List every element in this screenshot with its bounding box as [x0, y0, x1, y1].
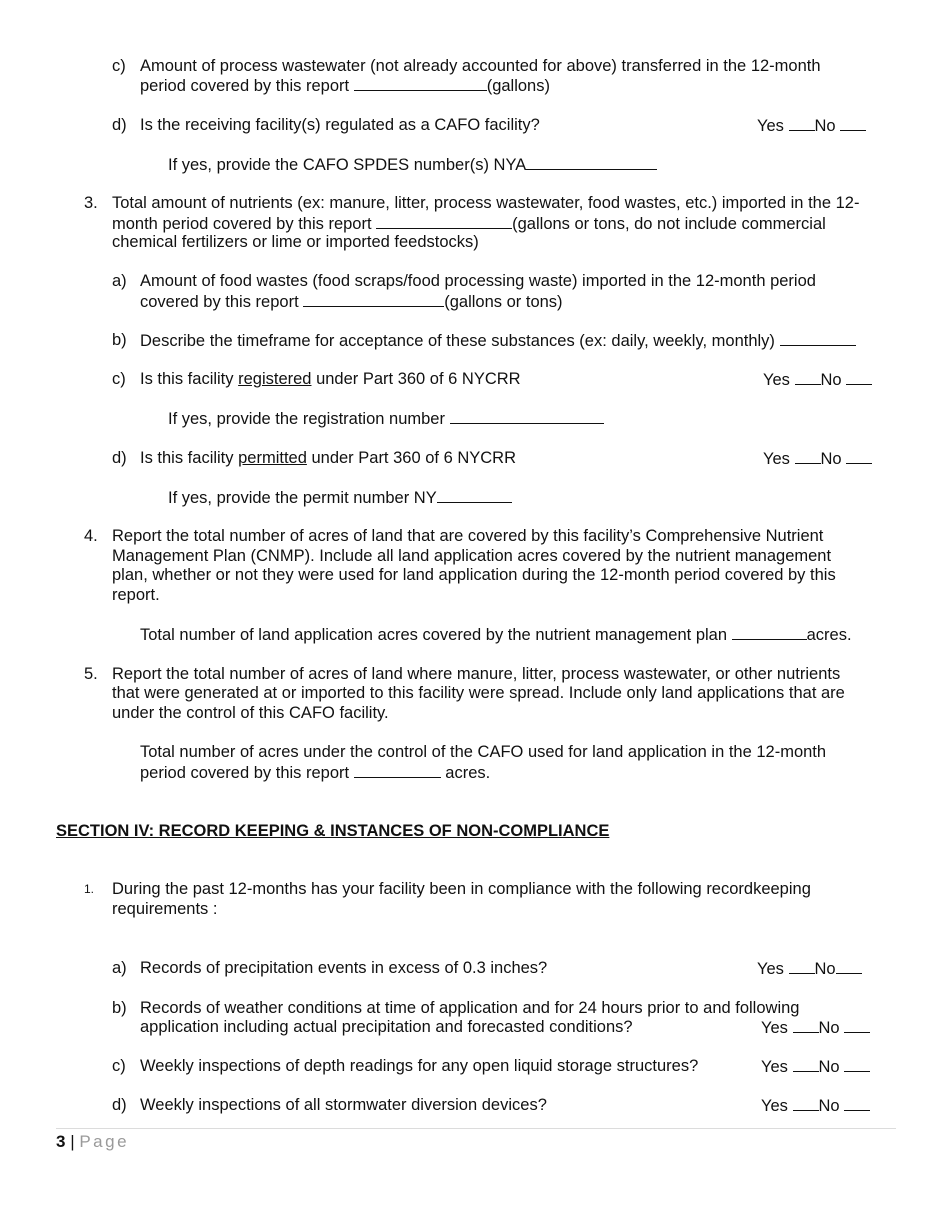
item4-line3: plan, whether or not they were used for land application during the 12-month period covered by this: [112, 566, 836, 584]
section4-b-label: b): [112, 999, 127, 1017]
section4-b-yes-field[interactable]: [793, 1018, 819, 1033]
item3-c-no-field[interactable]: [846, 370, 872, 385]
item3-c-yes-field[interactable]: [795, 370, 821, 385]
footer-divider: [56, 1128, 896, 1129]
item3-c-sub: If yes, provide the registration number: [168, 409, 604, 430]
cnmp-acres-field[interactable]: [732, 625, 807, 640]
registration-number-field[interactable]: [450, 409, 604, 424]
section4-d-yes-field[interactable]: [793, 1096, 819, 1111]
section4-a-yes-no: Yes No: [757, 959, 862, 980]
item3-d-question: Is this facility permitted under Part 360 of 6 NYCRR: [140, 449, 516, 467]
section4-b-yes-no: Yes No: [761, 1018, 870, 1039]
item2-c-line2: period covered by this report (gallons): [140, 77, 550, 95]
nutrients-imported-field[interactable]: [376, 214, 512, 229]
land-application-acres-field[interactable]: [354, 763, 441, 778]
section4-number: 1.: [84, 882, 95, 896]
item3-line3: chemical fertilizers or lime or imported feedstocks): [112, 233, 479, 251]
page-footer: 3 | Page: [56, 1132, 130, 1151]
section4-c-no-field[interactable]: [844, 1057, 870, 1072]
section4-b-line1: Records of weather conditions at time of application and for 24 hours prior to and following: [140, 999, 800, 1017]
page-label: Page: [79, 1132, 130, 1151]
permit-number-field[interactable]: [437, 488, 512, 503]
item3-d-label: d): [112, 449, 127, 467]
item3-a-line1: Amount of food wastes (food scraps/food processing waste) imported in the 12-month period: [140, 272, 816, 290]
section4-c-yes-no: Yes No: [761, 1057, 870, 1078]
item2-c-label: c): [112, 57, 126, 75]
item3-line2: month period covered by this report (gallons or tons, do not include commercial: [112, 215, 826, 233]
section4-d-no-field[interactable]: [844, 1096, 870, 1111]
section4-a-question: Records of precipitation events in excess of 0.3 inches?: [140, 959, 548, 977]
item3-c-question: Is this facility registered under Part 360 of 6 NYCRR: [140, 370, 521, 388]
item2-d-label: d): [112, 116, 127, 134]
item3-number: 3.: [84, 194, 98, 212]
section4-line1: During the past 12-months has your facility been in compliance with the following recordkeeping: [112, 880, 811, 898]
item2-d-sub: If yes, provide the CAFO SPDES number(s) NYA: [168, 155, 657, 176]
item4-line1: Report the total number of acres of land that are covered by this facility’s Comprehensive Nutrient: [112, 527, 824, 545]
item3-b-label: b): [112, 331, 127, 349]
item5-line3: under the control of this CAFO facility.: [112, 704, 389, 722]
section4-a-no-field[interactable]: [836, 959, 862, 974]
wastewater-gallons-field[interactable]: [354, 76, 487, 91]
section4-c-yes-field[interactable]: [793, 1057, 819, 1072]
section-iv-heading: SECTION IV: RECORD KEEPING & INSTANCES OF NON-COMPLIANCE: [56, 822, 610, 840]
section4-d-question: Weekly inspections of all stormwater diversion devices?: [140, 1096, 547, 1114]
item3-b-line: Describe the timeframe for acceptance of these substances (ex: daily, weekly, monthly): [140, 331, 856, 352]
cafo-spdes-number-field[interactable]: [526, 155, 657, 170]
item4-number: 4.: [84, 527, 98, 545]
item3-d-yes-field[interactable]: [795, 449, 821, 464]
timeframe-field[interactable]: [780, 331, 856, 346]
item5-line2: that were generated at or imported to this facility were spread. Include only land applications that are: [112, 684, 845, 702]
page-number: 3: [56, 1132, 66, 1151]
item2-d-yes-field[interactable]: [789, 116, 815, 131]
section4-d-yes-no: Yes No: [761, 1096, 870, 1117]
item4-line2: Management Plan (CNMP). Include all land application acres covered by the nutrient management: [112, 547, 832, 565]
section4-b-no-field[interactable]: [844, 1018, 870, 1033]
item4-total: Total number of land application acres covered by the nutrient management plan acres.: [140, 626, 852, 644]
item5-line1: Report the total number of acres of land where manure, litter, process wastewater, or other nutrients: [112, 665, 841, 683]
item3-d-sub: If yes, provide the permit number NY: [168, 488, 512, 509]
item2-d-no-field[interactable]: [840, 116, 866, 131]
food-wastes-field[interactable]: [303, 292, 444, 307]
section4-c-question: Weekly inspections of depth readings for any open liquid storage structures?: [140, 1057, 699, 1075]
item3-a-line2: covered by this report (gallons or tons): [140, 293, 563, 311]
item2-d-question: Is the receiving facility(s) regulated as a CAFO facility?: [140, 116, 540, 134]
item2-d-yes-no: Yes No: [757, 116, 866, 137]
section4-c-label: c): [112, 1057, 126, 1075]
item3-c-label: c): [112, 370, 126, 388]
section4-line2: requirements :: [112, 900, 218, 918]
item5-number: 5.: [84, 665, 98, 683]
item3-d-yes-no: Yes No: [763, 449, 872, 470]
item5-total-line2: period covered by this report acres.: [140, 764, 491, 782]
item5-total-line1: Total number of acres under the control of the CAFO used for land application in the 12-month: [140, 743, 827, 761]
section4-a-label: a): [112, 959, 127, 977]
item3-c-yes-no: Yes No: [763, 370, 872, 391]
section4-d-label: d): [112, 1096, 127, 1114]
item3-d-no-field[interactable]: [846, 449, 872, 464]
item3-a-label: a): [112, 272, 127, 290]
section4-b-line2: application including actual precipitation and forecasted conditions?: [140, 1018, 633, 1036]
item3-line1: Total amount of nutrients (ex: manure, litter, process wastewater, food wastes, etc.) imported in the 12-: [112, 194, 860, 212]
item4-line4: report.: [112, 586, 160, 604]
section4-a-yes-field[interactable]: [789, 959, 815, 974]
item2-c-line1: Amount of process wastewater (not already accounted for above) transferred in the 12-month: [140, 57, 821, 75]
